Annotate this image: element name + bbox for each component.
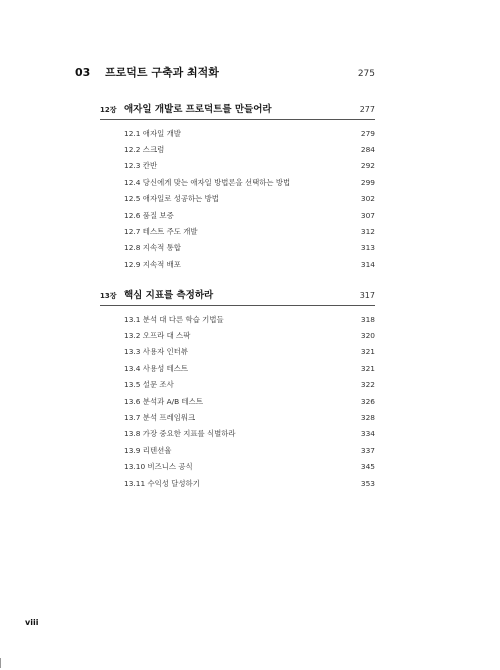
section-title: 12.4 당신에게 맞는 애자일 방법론을 선택하는 방법 xyxy=(124,177,291,187)
chapter-title: 핵심 지표를 측정하라 xyxy=(124,290,214,301)
section-page: 320 xyxy=(360,331,375,341)
section-title: 13.11 수익성 달성하기 xyxy=(124,478,200,488)
list-item xyxy=(124,377,375,393)
section-title: 13.9 리텐션율 xyxy=(124,445,172,455)
chapter-page: 317 xyxy=(359,291,375,300)
section-title: 13.4 사용성 테스트 xyxy=(124,363,188,373)
part-heading xyxy=(75,64,375,80)
section-page: 322 xyxy=(360,380,375,390)
section-title: 13.8 가장 중요한 지표를 식별하라 xyxy=(124,429,236,439)
section-page: 353 xyxy=(360,478,375,488)
chapter-page: 277 xyxy=(359,105,375,114)
crop-mark xyxy=(0,658,1,668)
section-page: 302 xyxy=(360,194,375,204)
section-page: 321 xyxy=(360,363,375,373)
section-page: 321 xyxy=(360,347,375,357)
chapter-title: 애자일 개발로 프로덕트를 만들어라 xyxy=(124,104,272,115)
section-title: 12.7 테스트 주도 개발 xyxy=(124,227,198,237)
list-item xyxy=(124,327,375,343)
part-number: 03 xyxy=(75,66,91,79)
section-page: 345 xyxy=(360,462,375,472)
list-item xyxy=(124,191,375,207)
section-page: 312 xyxy=(360,227,375,237)
list-item xyxy=(124,141,375,157)
chapter-label: 13장 xyxy=(100,292,117,300)
section-page: 334 xyxy=(360,429,375,439)
section-page: 284 xyxy=(360,145,375,155)
section-title: 12.3 칸반 xyxy=(124,161,158,171)
section-title: 13.3 사용자 인터뷰 xyxy=(124,347,188,357)
list-item xyxy=(124,174,375,190)
section-title: 13.2 오프라 대 스팍 xyxy=(124,331,191,341)
section-page: 307 xyxy=(360,210,375,220)
section-title: 12.2 스크럼 xyxy=(124,145,165,155)
list-item xyxy=(124,393,375,409)
section-title: 13.1 분석 대 다른 학습 기법들 xyxy=(124,314,224,324)
chapter-heading xyxy=(100,287,375,306)
list-item xyxy=(124,426,375,442)
chapter-heading xyxy=(100,101,375,120)
list-item xyxy=(124,207,375,223)
section-page: 326 xyxy=(360,396,375,406)
section-page: 318 xyxy=(360,314,375,324)
section-title: 13.5 설문 조사 xyxy=(124,380,174,390)
list-item xyxy=(124,240,375,256)
section-list xyxy=(100,311,375,491)
part-page: 275 xyxy=(357,69,375,79)
part-title: 프로덕트 구축과 최적화 xyxy=(105,66,219,79)
list-item xyxy=(124,344,375,360)
section-page: 314 xyxy=(360,259,375,269)
list-item xyxy=(124,475,375,491)
list-item xyxy=(124,442,375,458)
chapter-label: 12장 xyxy=(100,106,117,114)
chapter-12 xyxy=(100,101,375,273)
section-page: 328 xyxy=(360,413,375,423)
section-title: 12.5 애자일로 성공하는 방법 xyxy=(124,194,219,204)
list-item xyxy=(124,256,375,272)
list-item xyxy=(124,459,375,475)
list-item xyxy=(124,158,375,174)
section-title: 12.9 지속적 배포 xyxy=(124,259,181,269)
list-item xyxy=(124,125,375,141)
section-title: 13.7 분석 프레임워크 xyxy=(124,413,196,423)
list-item xyxy=(124,311,375,327)
section-title: 12.8 지속적 통합 xyxy=(124,243,181,253)
section-title: 12.6 품질 보증 xyxy=(124,210,174,220)
section-title: 13.10 비즈니스 공식 xyxy=(124,462,193,472)
chapter-13 xyxy=(100,287,375,491)
section-title: 12.1 애자일 개발 xyxy=(124,128,181,138)
section-page: 313 xyxy=(360,243,375,253)
section-title: 13.6 분석과 A/B 테스트 xyxy=(124,396,203,406)
list-item xyxy=(124,360,375,376)
list-item xyxy=(124,409,375,425)
section-page: 279 xyxy=(360,128,375,138)
section-page: 299 xyxy=(360,177,375,187)
section-page: 337 xyxy=(360,445,375,455)
section-list xyxy=(100,125,375,273)
list-item xyxy=(124,223,375,239)
section-page: 292 xyxy=(360,161,375,171)
folio-page-number: viii xyxy=(25,618,39,627)
